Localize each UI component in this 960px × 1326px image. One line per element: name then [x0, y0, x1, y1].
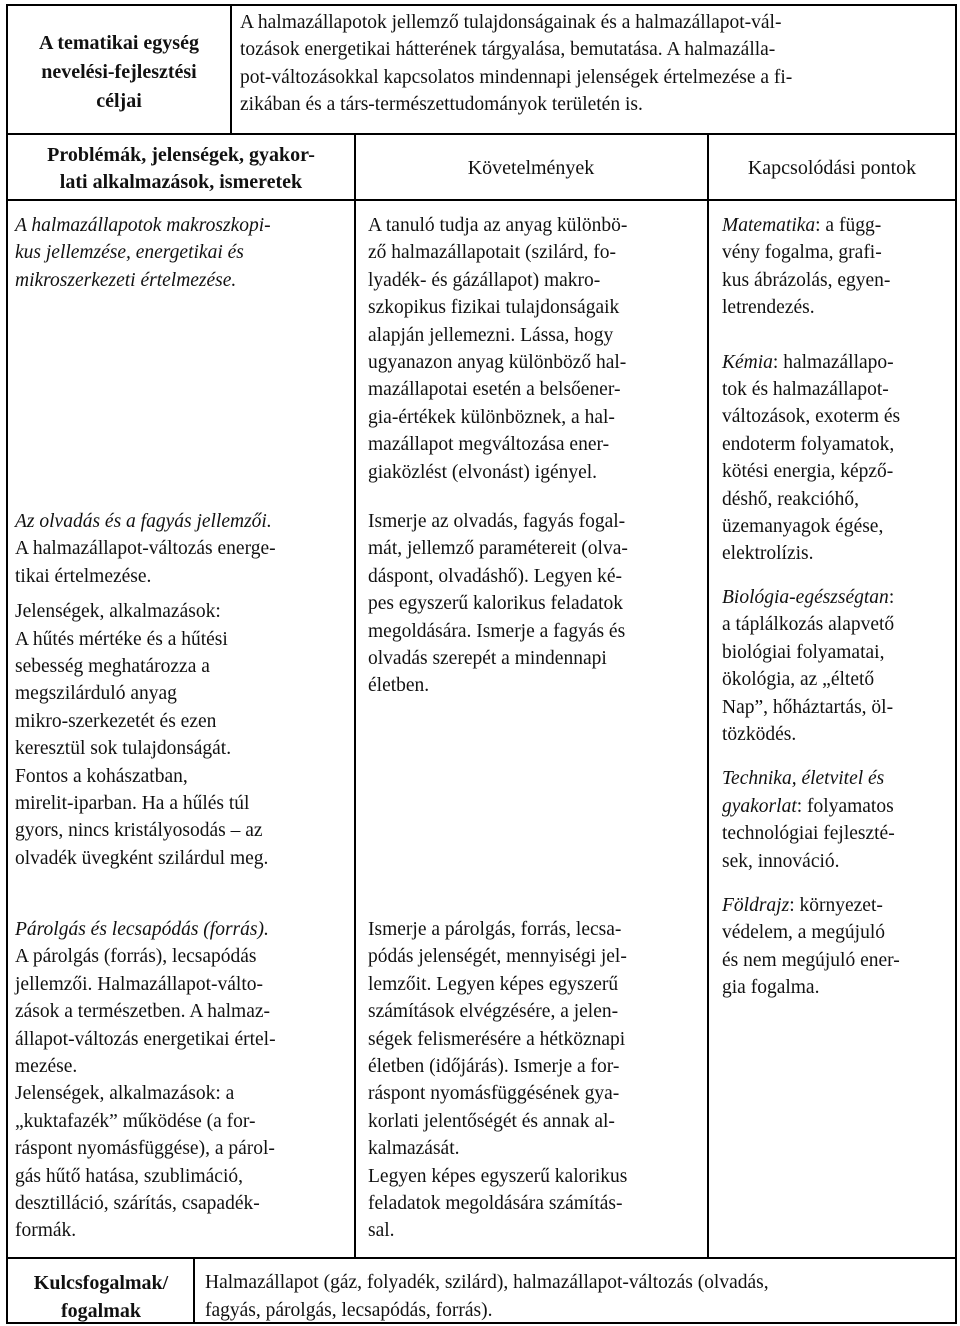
col3-connections [722, 212, 954, 1002]
connection-biology: Biológia-egészségtan: a táplálkozás alapvető biológiai folyamatai, ökológia, az „éltető Nap”, hőháztartás, öl- tözködés. [722, 586, 895, 745]
evaporation-title: Párolgás és lecsapódás (forrás). [15, 919, 269, 940]
col2-block-melting: Ismerje az olvadás, fagyás fogal- mát, jellemző paramétereit (olva- dáspont, olvadáshő). Legyen ké- pes egyszerű kalorikus feladatok megoldására. Ismerje a fagyás és olvadás szerepét a mindennapi életben. [368, 511, 628, 697]
col-divider-1 [354, 133, 356, 1259]
header-problems: Problémák, jelenségek, gyakor- lati alkalmazások, ismeretek [47, 144, 315, 193]
table-border-right [955, 4, 957, 1324]
row-divider-goals [6, 133, 956, 135]
goals-label: A tematikai egység nevelési-fejlesztési céljai [39, 32, 199, 112]
goals-text: A halmazállapotok jellemző tulajdonságainak és a halmazállapot-vál- tozások energetikai hátterének tárgyalása, bemutatása. A halmazálla- pot-változásokkal kapcsolatos mindennapi jelenségek értelmezése a fi- zikában és a társ-természettudományok területén is. [240, 12, 793, 116]
header-requirements: Követelmények [467, 157, 595, 179]
melting-title: Az olvadás és a fagyás jellemzői. [15, 511, 272, 532]
keywords-divider [193, 1257, 195, 1323]
col-divider-2 [707, 133, 709, 1259]
col1-block-evaporation: Párolgás és lecsapódás (forrás). A párolgás (forrás), lecsapódás jellemzői. Halmazállapot-válto- zások a természetben. A halmaz- állapot-változás energetikai értel- mezése. Jelenségek, alkalmazások: a „kuktafazék” működése (a for- ráspont nyomásfüggése), a párol- gás hűtő hatása, szublimáció, desztilláció, szárítás, csapadék- formák. [15, 916, 353, 1245]
connection-technology: Technika, életvitel és gyakorlat: folyamatos technológiai fejleszté- sek, innováció. [722, 768, 895, 872]
connection-geography: Földrajz: környezet- védelem, a megújuló és nem megújuló ener- gia fogalma. [722, 894, 900, 999]
col2-block-states: A tanuló tudja az anyag különbö- ző halmazállapotait (szilárd, fo- lyadék- és gázállapot) makro- szkopikus fizikai tulajdonságaik alapján jellemezni. Lássa, hogy ugyanazon anyag különböző hal- mazállapotai esetén a belsőener- gia-értékek különböznek, a hal- mazállapot megváltozása ener- giaközlést (elvonást) igényel. [368, 215, 628, 483]
connection-math: Matematika: a függ- vény fogalma, grafi- kus ábrázolás, egyen- letrendezés. [722, 215, 891, 319]
col2-block-evaporation: Ismerje a párolgás, forrás, lecsa- pódás jelenségét, mennyiségi jel- lemzőit. Legyen képes egyszerű számítások elvégzésére, a jelen- ségek felismerésére a hétköznapi életben (időjárás). Ismerje a for- ráspont nyomásfüggésének gya- korlati jelentőségét és annak al- kalmazását. Legyen képes egyszerű kalorikus feladatok megoldására számítás- sal. [368, 919, 628, 1242]
row-divider-headers [6, 199, 956, 201]
goals-divider [230, 4, 232, 134]
col1-block-macroscopic: A halmazállapotok makroszkopi- kus jellemzése, energetikai és mikroszerkezeti értelmezése. [15, 215, 271, 291]
row-divider-body [6, 1257, 956, 1259]
table-border-left [6, 4, 8, 1324]
keywords-label: Kulcsfogalmak/ fogalmak [33, 1272, 169, 1322]
keywords-text: Halmazállapot (gáz, folyadék, szilárd), halmazállapot-változás (olvadás, fagyás, párolgás, lecsapódás, forrás). [205, 1272, 769, 1321]
col1-block-melting: Az olvadás és a fagyás jellemzői. A halmazállapot-változás energe- tikai értelmezése. Jelenségek, alkalmazások: A hűtés mértéke és a hűtési sebesség meghatározza a megszilárduló anyag mikro-szerkezetét és ezen keresztül sok tulajdonságát. Fontos a kohászatban, mirelit-iparban. Ha a hűlés túl gyors, nincs kristályosodás – az olvadék üvegként szilárdul meg. [15, 508, 353, 872]
table-border-top [6, 4, 956, 6]
header-connections: Kapcsolódási pontok [747, 157, 917, 179]
connection-chemistry: Kémia: halmazállapo- tok és halmazállapot- változások, exoterm és endoterm folyamatok, kötési energia, képző- déshő, reakcióhő, üzemanyagok égése, elektrolízis. [722, 351, 901, 565]
